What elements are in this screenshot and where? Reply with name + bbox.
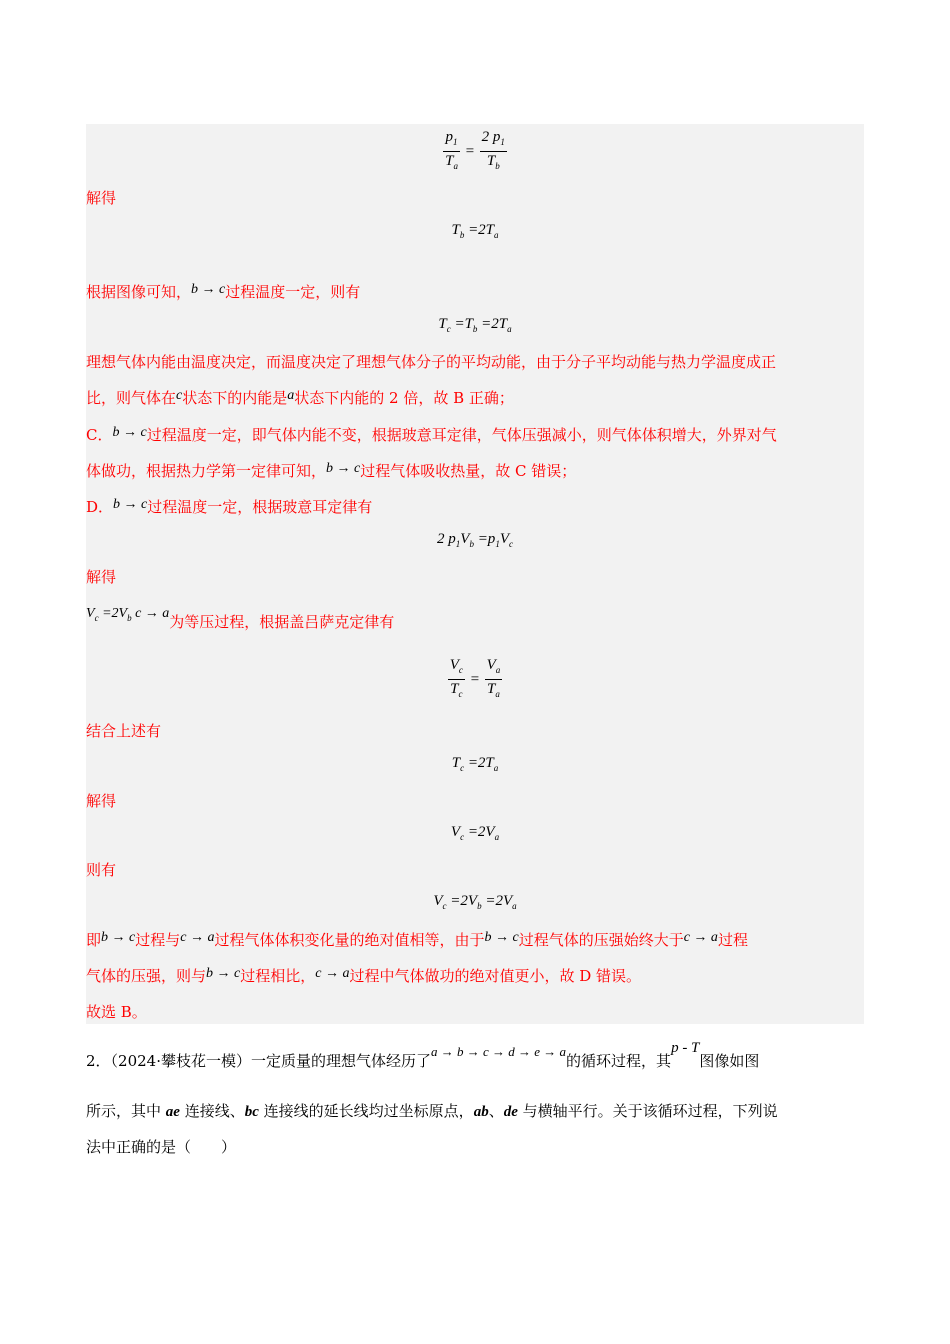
- question-2-line-2: 所示，其中 ae 连接线、bc 连接线的延长线均过坐标原点，ab、de 与横轴平行。关于该循环过程，下列说: [86, 1102, 778, 1120]
- equation-tc-2ta: $T_c =2T_a$: [451, 755, 499, 773]
- equation-tb: $T_b =2T_a$: [451, 222, 499, 240]
- question-2-line-3: 法中正确的是（ ）: [86, 1138, 237, 1156]
- text-work-compare: 气体的压强，则与b → c过程相比，c → a过程中气体做功的绝对值更小，故 D 错误。: [86, 966, 642, 985]
- fraction-right: $\frac{2 p_1}{T_b}$: [481, 129, 505, 171]
- equation-vc-2va: $V_c =2V_a$: [450, 824, 500, 842]
- text-option-b: 比，则气体在c状态下的内能是a状态下内能的 2 倍，故 B 正确；: [86, 388, 514, 407]
- text-vc-gay-lussac: $V_c =2V_b$ c → a为等压过程，根据盖吕萨克定律有: [86, 606, 395, 631]
- fraction-left: $\frac{V_c}{T_c}$: [449, 657, 463, 699]
- equation-gay-lussac: $\frac{V_c}{T_c}$ = $\frac{V_a}{T_a}$: [86, 656, 864, 703]
- question-2-line-1: 2．（2024·攀枝花一模）一定质量的理想气体经历了a → b → c → d → e → a的循环过程，其p - T图像如图: [86, 1040, 760, 1070]
- text-jiede-2: 解得: [86, 568, 117, 586]
- text-jiede-3: 解得: [86, 792, 117, 810]
- equation-tc: $T_c =T_b =2T_a$: [438, 316, 512, 334]
- equation-charles-ab: $\frac{p_1}{T_a}$ = $\frac{2 p_1}{T_b}$: [86, 128, 864, 175]
- text-zeyou: 则有: [86, 861, 117, 879]
- text-graph-bc: 根据图像可知，b → c过程温度一定，则有: [86, 282, 361, 301]
- equation-boyle: 2 $p_1V_b =p_1V_c$: [437, 531, 513, 549]
- equation-vc-vb-va: $V_c =2V_b =2V_a$: [433, 893, 517, 911]
- text-combine: 结合上述有: [86, 722, 162, 740]
- text-volume-change: 即b → c过程与c → a过程气体体积变化量的绝对值相等，由于b → c过程气体的压强始终大于c → a过程: [86, 930, 748, 949]
- text-option-d: D．b → c过程温度一定，根据玻意耳定律有: [86, 497, 373, 516]
- fraction-left: $\frac{p_1}{T_a}$: [445, 129, 458, 171]
- solution-block: [86, 124, 864, 1024]
- text-answer: 故选 B。: [86, 1003, 147, 1021]
- text-internal-energy: 理想气体内能由温度决定，而温度决定了理想气体分子的平均动能，由于分子平均动能与热力学温度成正: [86, 353, 777, 371]
- text-option-c: C．b → c过程温度一定，即气体内能不变，根据玻意耳定律，气体压强减小，则气体体积增大，外界对气: [86, 425, 777, 444]
- text-option-c-cont: 体做功，根据热力学第一定律可知，b → c过程气体吸收热量，故 C 错误；: [86, 461, 577, 480]
- text-jiede-1: 解得: [86, 189, 117, 207]
- fraction-right: $\frac{V_a}{T_a}$: [486, 657, 501, 699]
